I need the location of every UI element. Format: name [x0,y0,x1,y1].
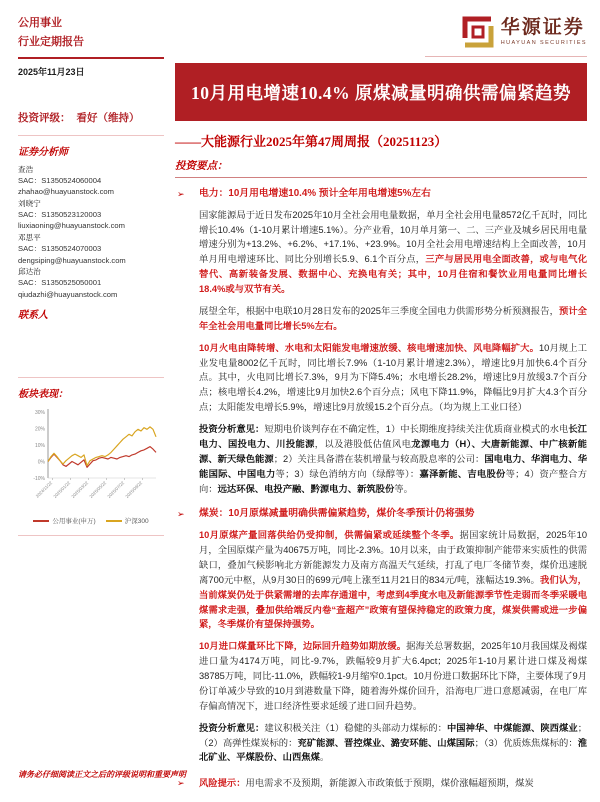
text-segment: 等；4）资产整合方向： [199,468,587,494]
text-segment: 10月规上工业发电量8002亿千瓦时，同比增长7.9%（1-10月累计增速2.3%），增速比9月加快6.4个百分点。其中，火电同比增长7.3%，9月为下降5.4%；水电增长28.2%，增速比9月放缓3.7个百分点；核电增长4.2%，增速比9月加快2.6个百分点；风电下降11.9%，降幅比9月扩大4.3个百分点；太阳能发电增长5.9%，增速比9月放缓15.2个百分点。（均为规上工业口径） [199,342,588,413]
legend-swatch [33,520,49,522]
text-segment: 用电需求不及预期，新能源入市政策低于预期，煤价涨幅超预期，煤炭 [245,778,534,789]
report-type: 行业定期报告 [18,36,84,49]
footer-disclaimer: 请务必仔细阅读正文之后的评级说明和重要声明 [18,770,186,779]
paragraph [199,422,587,496]
section-body [199,776,587,798]
divider [18,135,164,136]
paragraph [199,639,587,713]
section-heading: 电力：10月用电增速10.4% 预计全年用电增速5%左右 [199,188,431,199]
text-segment: 淮北矿业、平煤股份、山西焦煤 [199,737,587,763]
chart-legend [18,516,164,525]
legend-item [33,516,95,525]
analyst-sac: SAC：S1350525050001 [18,278,102,288]
svg-text:2025/01/22: 2025/01/22 [52,480,72,500]
analyst-name: 邓思平 [18,232,41,242]
paragraph [199,721,587,766]
report-subtitle: ——大能源行业2025年第47周周报（20251123） [175,134,448,149]
text-segment: 国电电力、华润电力、华能国际、中国电力 [199,453,587,479]
text-segment: 龙源电力（H）、大唐新能源、中广核新能源、新天绿色能源 [199,438,587,464]
svg-text:20%: 20% [34,426,45,433]
bullet-arrow-icon: ➢ [177,189,185,199]
paragraph [199,528,587,632]
text-segment: 投资分析意见： [199,722,265,733]
text-segment: 等。 [394,483,413,494]
svg-text:2025/05/22: 2025/05/22 [88,480,108,500]
analyst-email: zhahao@huayuanstock.com [18,187,114,197]
text-segment: ；（2）高弹性煤炭标的： [199,722,587,748]
paragraph [199,304,587,334]
brand-name: 华源证券 [500,17,585,39]
text-segment: 远达环保、电投产融、黔源电力、新筑股份 [217,483,395,494]
performance-heading: 板块表现： [18,389,68,401]
analyst-name: 查浩 [18,164,34,174]
report-section [175,187,587,503]
svg-text:0%: 0% [37,459,45,466]
rating-label: 投资评级： [18,111,71,124]
divider [18,377,164,378]
legend-label: 沪深300 [124,518,149,526]
text-segment: 长江电力、国投电力、川投能源 [199,424,587,449]
analyst-entry [18,198,164,232]
text-segment: ；（3）优质炼焦煤标的： [474,737,578,748]
text-segment: 10月原煤产量回落供给仍受抑制，供需偏紧或延续整个冬季。 [199,530,460,541]
text-segment: 。 [319,752,330,763]
text-segment: 据国家统计局数据，2025年10月，全国原煤产量为40675万吨，同比-2.3%。10月以来，由于政策抑制产能带来实质性的供需缺口，叠加气候影响北方新能源发力及南方高温天气延续，打乱了电厂冬储节奏，煤价迅速脱离700元中枢，从9月30日的699元/吨上涨至11月21日的834元/吨，涨幅达19.3%。 [199,530,587,585]
svg-text:2025/07/22: 2025/07/22 [106,480,126,500]
text-segment: 建议积极关注（1）稳健的头部动力煤标的： [264,722,447,733]
contact-space [18,327,164,367]
text-segment: ；2）关注具备潜在装机增量与较高股息率的公司： [273,453,485,464]
svg-text:-10%: -10% [33,476,45,483]
divider [425,56,587,57]
text-segment: ，以及港股低估值风电 [314,438,412,449]
report-date: 2025年11月23日 [18,66,85,77]
analyst-sac: SAC：S1350524070003 [18,244,102,254]
legend-label: 公用事业(申万) [52,518,96,526]
brand-name-en: HUAYUAN SECURITIES [500,39,587,46]
analyst-sac: SAC：S1350523120003 [18,210,102,220]
analyst-entry [18,232,164,266]
report-section [175,507,587,772]
bullet-arrow-icon: ➢ [177,778,185,789]
text-segment: 中国神华、中煤能源、陕西煤业 [446,722,578,733]
analyst-email: dengsiping@huayuanstock.com [18,255,126,265]
section-body [199,507,587,772]
bullet-arrow-icon: ➢ [177,509,185,520]
divider [18,57,164,59]
text-segment: 短期电价谈判存在不确定性，1）中长期维度持续关注优质商业模式的水电 [264,424,569,435]
text-segment: 国家能源局于近日发布2025年10月全社会用电量数据，单月全社会用电量8572亿千瓦时，同比增长10.4%（1-10月累计增速5.1%）。分产业看，10月单月第一、二、三产业及城乡居民用电量增速分别为+13.2%、+6.2%、+17.1%、+23.9%。10月全社会用电增速结构上全面改善，10月单月用电增速环比、同比分别增长5.9、6.1个百分点， [199,209,587,265]
paragraph [199,776,587,791]
svg-text:10%: 10% [34,443,45,450]
report-title: 10月用电增速10.4% 原煤减量明确供需偏紧趋势 [191,82,571,103]
text-segment: 预计全年全社会用电量同比增长5%左右。 [199,305,587,331]
svg-text:2024/11/22: 2024/11/22 [34,480,54,499]
brand-text [501,18,587,46]
analyst-email: liuxiaoning@huayuanstock.com [18,221,125,231]
divider [18,535,164,536]
key-points-heading: 投资要点： [175,158,587,178]
svg-text:2025/03/22: 2025/03/22 [70,480,90,500]
text-segment: 10月火电由降转增、水电和太阳能发电增速放缓、核电增速加快、风电降幅扩大。 [199,342,539,353]
svg-text:30%: 30% [34,410,45,417]
text-segment: 风险提示： [199,778,246,789]
analyst-email: qiudazhi@huayuanstock.com [18,289,118,299]
analyst-sac: SAC：S1350524060004 [18,175,102,185]
analyst-entry [18,164,164,198]
sector-performance-chart [18,406,164,525]
text-segment: 我们认为，当前煤炭仍处于供紧需增的去库存通道中，考虑到4季度水电及新能源季节性走弱而冬季采暖电煤需求走强，叠加供给端反内卷“查超产”政策有望保持稳定的政策力度，煤炭供需或进一步偏紧，冬季煤价有望保持强势。 [199,574,587,630]
analysts-list [18,164,164,301]
text-segment: 三产与居民用电全面改善，或与电气化替代、高新装备发展、数据中心、充换电有关；其中，10月住宿和餐饮业用电量同比增长18.4%或与双节有关。 [199,254,587,295]
investment-rating [18,110,164,125]
text-segment: 10月进口煤量环比下降，边际回升趋势如期放缓。 [199,641,407,652]
brand [175,10,587,54]
paragraph [199,208,587,297]
performance-chart-svg [18,406,164,510]
analysts-heading: 证券分析师 [18,146,68,158]
main-content [175,10,587,802]
section-heading: 煤炭：10月原煤减量明确供需偏紧趋势，煤价冬季预计仍将强势 [199,508,475,520]
svg-text:2025/09/22: 2025/09/22 [124,480,144,500]
report-section [175,776,587,798]
industry-category: 公用事业 [18,17,62,29]
section-body [199,187,587,503]
analyst-entry [18,266,164,300]
legend-swatch [106,520,122,522]
analyst-name: 邱达治 [18,267,41,277]
paragraph [199,341,587,415]
contact-heading: 联系人 [18,310,48,322]
sections-container [175,187,587,798]
sidebar [18,14,164,543]
brand-logo-icon [462,16,494,48]
report-title-banner [175,63,587,121]
text-segment: 展望全年，根据中电联10月28日发布的2025年三季度全国电力供需形势分析预测报告， [199,305,559,316]
text-segment: 兖矿能源、晋控煤业、潞安环能、山煤国际 [297,737,475,748]
analyst-name: 刘晓宁 [18,198,41,208]
text-segment: 等；3）绿色消纳方向（绿醇等）： [275,468,420,479]
rating-value: 看好（维持） [76,111,140,124]
legend-item [106,516,149,525]
text-segment: 据海关总署数据，2025年10月我国煤及褐煤进口量为4174万吨，同比-9.7%，跌幅较9月扩大6.4pct；2025年1-10月累计进口煤及褐煤38785万吨，同比-11.0%，跌幅较1-9月缩窄0.1pct。10月份进口数据环比下降，主要体现了9月份订单减少导致的10月到港数量下降，随着海外煤价回升，沿海电厂进口意愿减弱，在电厂库存偏高情况下，进口经济性要求延缓了进口回升趋势。 [199,641,588,711]
text-segment: 投资分析意见： [199,424,265,435]
text-segment: 嘉泽新能、吉电股份 [419,468,506,479]
